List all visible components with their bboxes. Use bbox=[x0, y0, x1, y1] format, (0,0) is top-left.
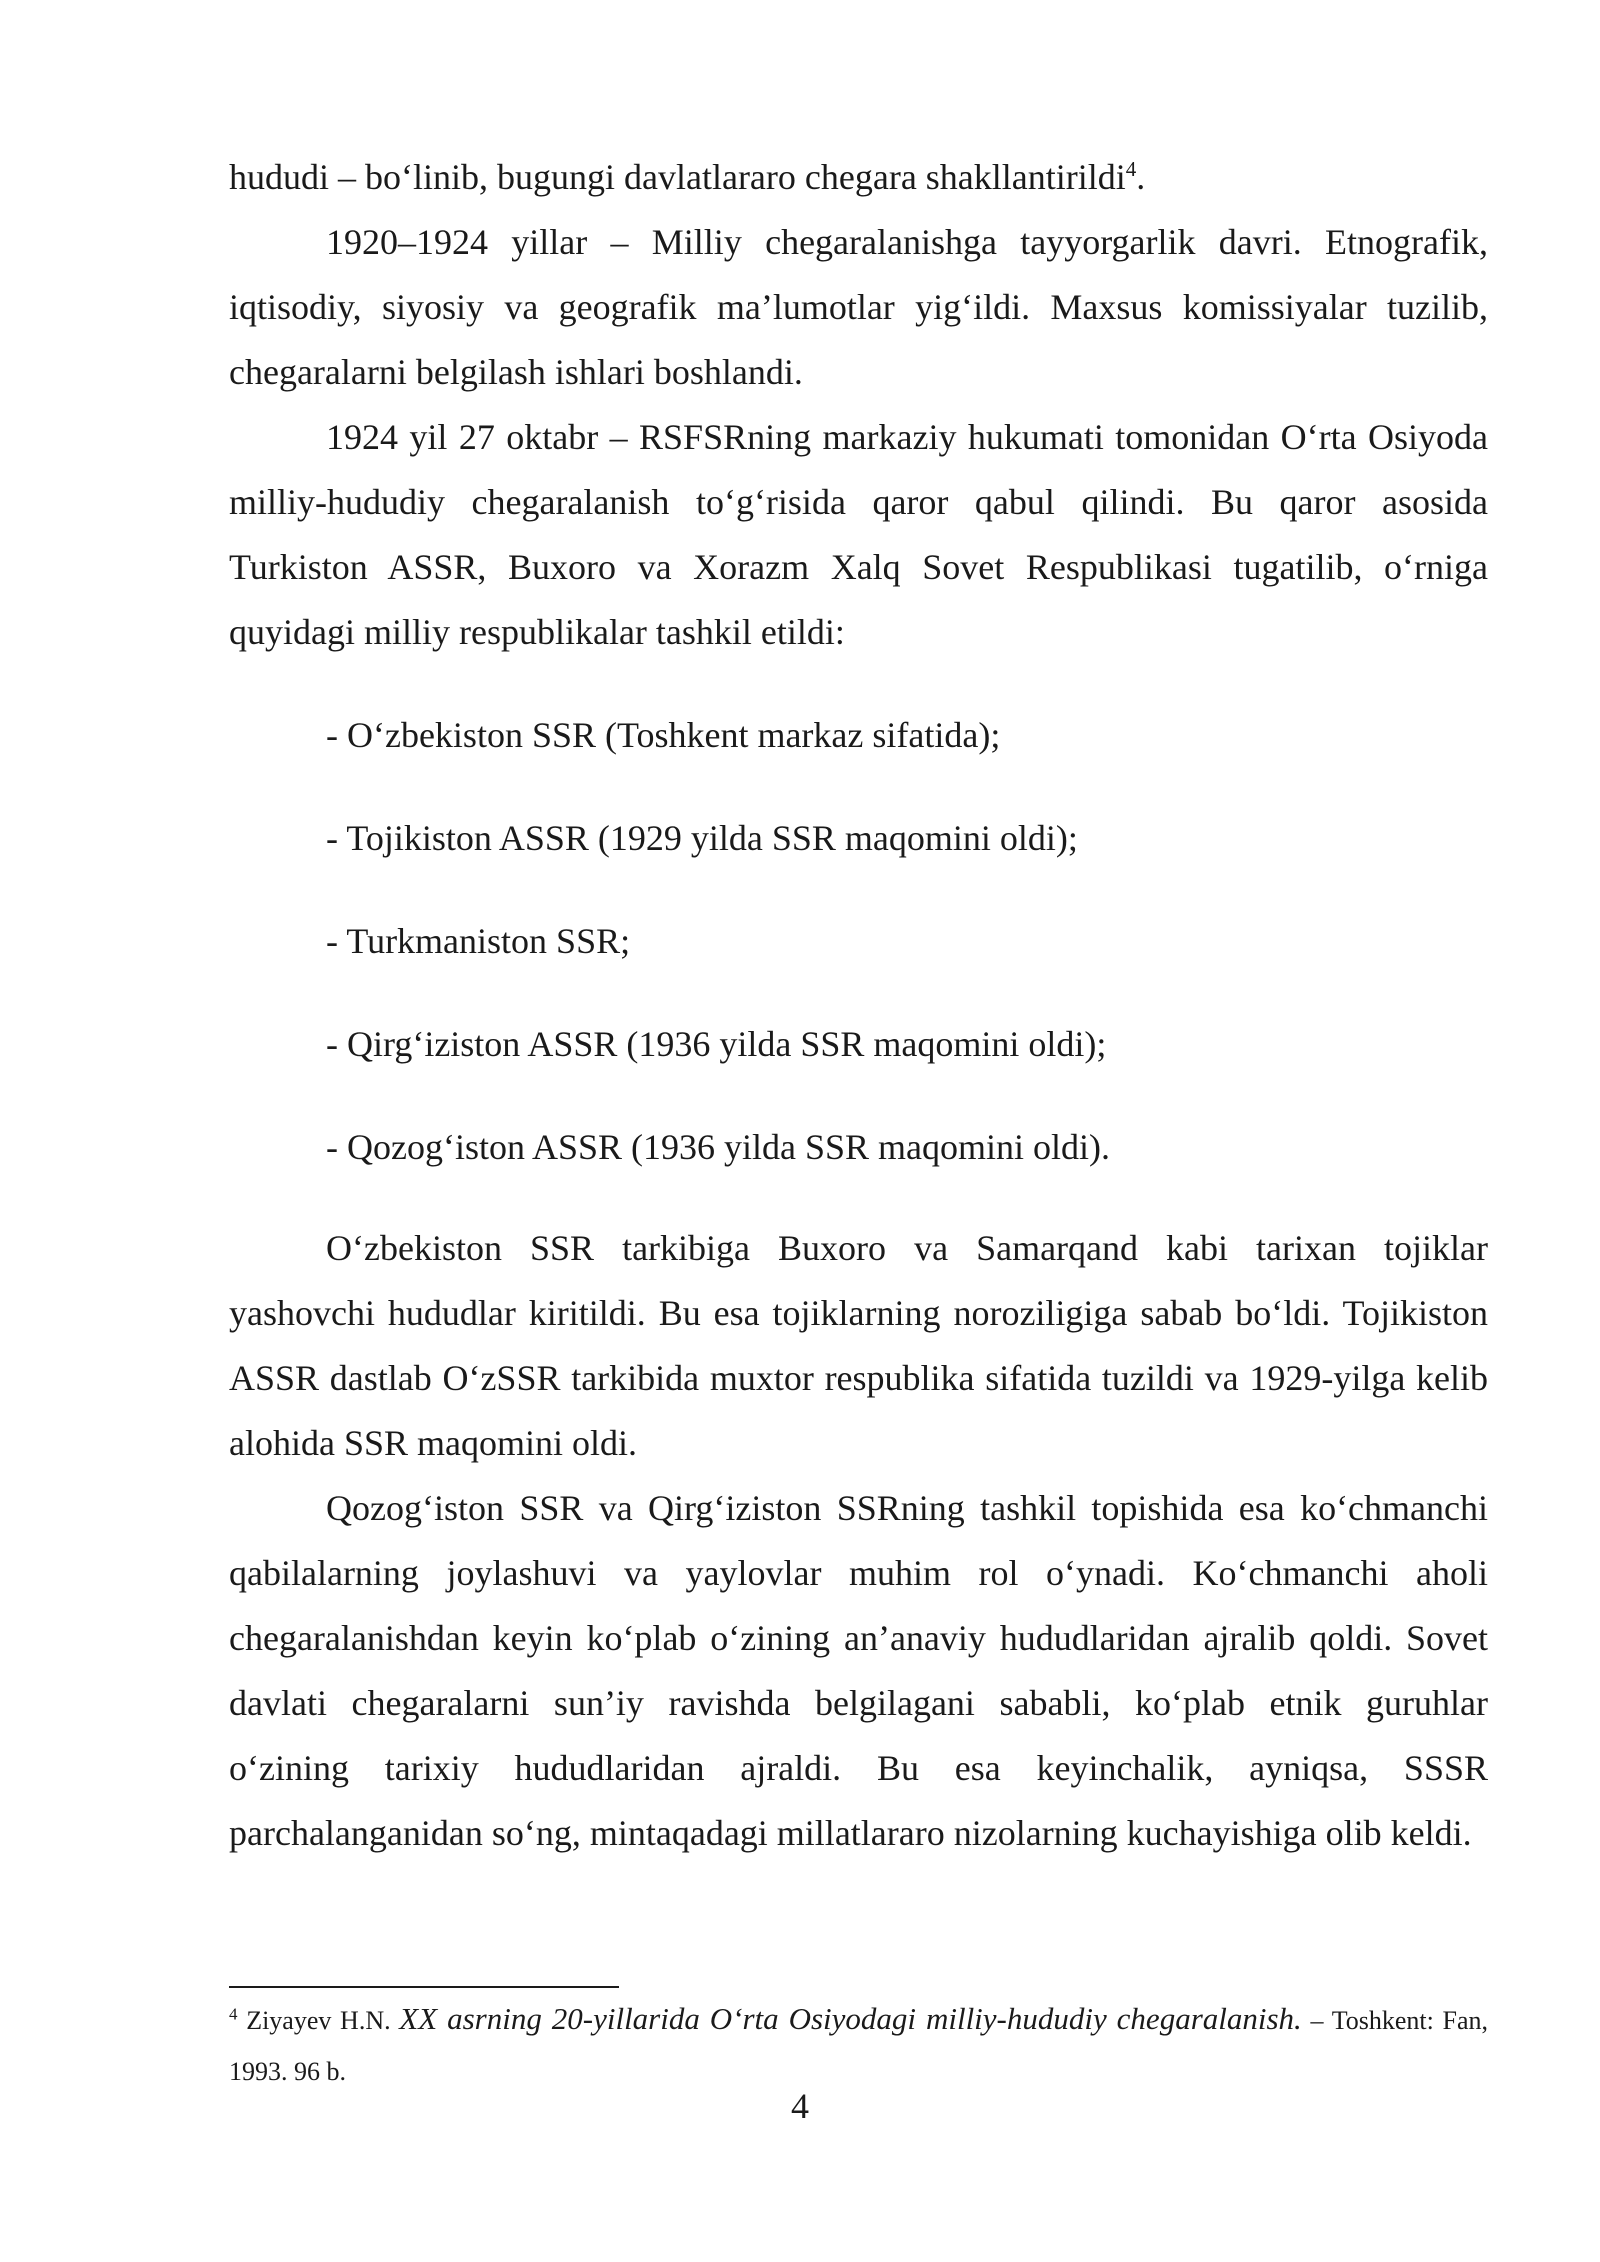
paragraph-october-1924: 1924 yil 27 oktabr – RSFSRning markaziy hukumati tomonidan O‘rta Osiyoda milliy-hududiy chegaralanish to‘g‘risida qaror qabul qilindi. Bu qaror asosida Turkiston ASSR, Buxoro va Xorazm Xalq Sovet Respublikasi tugatilib, o‘rniga quyidagi milliy respublikalar tashkil etildi: bbox=[229, 417, 1488, 652]
footnote-author: Ziyayev H.N. bbox=[246, 2006, 391, 2035]
footnote-separator bbox=[229, 1986, 619, 1988]
paragraph-preparation-period: 1920–1924 yillar – Milliy chegaralanishga tayyorgarlik davri. Etnografik, iqtisodiy, siyosiy va geografik ma’lumotlar yig‘ildi. Maxsus komissiyalar tuzilib, chegaralarni belgilash ishlari boshlandi. bbox=[229, 222, 1488, 392]
footnote-reference: 4 bbox=[1125, 157, 1137, 181]
list-item: - Turkmaniston SSR; bbox=[326, 921, 631, 961]
page-number: 4 bbox=[791, 2086, 809, 2126]
list-item: - O‘zbekiston SSR (Toshkent markaz sifatida); bbox=[326, 715, 1001, 755]
list-item: - Qozog‘iston ASSR (1936 yilda SSR maqomini oldi). bbox=[326, 1127, 1111, 1167]
paragraph-continuation bbox=[229, 145, 1488, 210]
paragraph-uzbek-ssr: O‘zbekiston SSR tarkibiga Buxoro va Samarqand kabi tarixan tojiklar yashovchi hududlar kiritildi. Bu esa tojiklarning noroziligiga sabab bo‘ldi. Tojikiston ASSR dastlab O‘zSSR tarkibida muxtor respublika sifatida tuzildi va 1929-yilga kelib alohida SSR maqomini oldi. bbox=[229, 1228, 1488, 1463]
footnote-mark: 4 bbox=[229, 2004, 238, 2024]
list-item: - Qirg‘iziston ASSR (1936 yilda SSR maqomini oldi); bbox=[326, 1024, 1107, 1064]
body-text-top bbox=[229, 145, 1488, 665]
paragraph-continuation-text: hududi – bo‘linib, bugungi davlatlararo chegara shakllantirildi bbox=[229, 157, 1126, 197]
footnote-title: XX asrning 20-yillarida O‘rta Osiyodagi milliy-hududiy chegaralanish. bbox=[399, 2001, 1302, 2036]
paragraph-continuation-tail: . bbox=[1136, 157, 1146, 197]
body-text-bottom bbox=[229, 1216, 1488, 1866]
list-item: - Tojikiston ASSR (1929 yilda SSR maqomini oldi); bbox=[326, 818, 1078, 858]
paragraph-kazakh-kyrgyz: Qozog‘iston SSR va Qirg‘iziston SSRning tashkil topishida esa ko‘chmanchi qabilalarning joylashuvi va yaylovlar muhim rol o‘ynadi. Ko‘chmanchi aholi chegaralanishdan keyin ko‘plab o‘zining an’anaviy hududlaridan ajralib qoldi. Sovet davlati chegaralarni sun’iy ravishda belgilagani sababli, ko‘plab etnik guruhlar o‘zining tarixiy hududlaridan ajraldi. Bu esa keyinchalik, ayniqsa, SSSR parchalanganidan so‘ng, mintaqadagi millatlararo nizolarning kuchayishiga olib keldi. bbox=[229, 1488, 1488, 1853]
footnote-publisher: – Toshkent: Fan, 1993. 96 b. bbox=[229, 2006, 1489, 2086]
